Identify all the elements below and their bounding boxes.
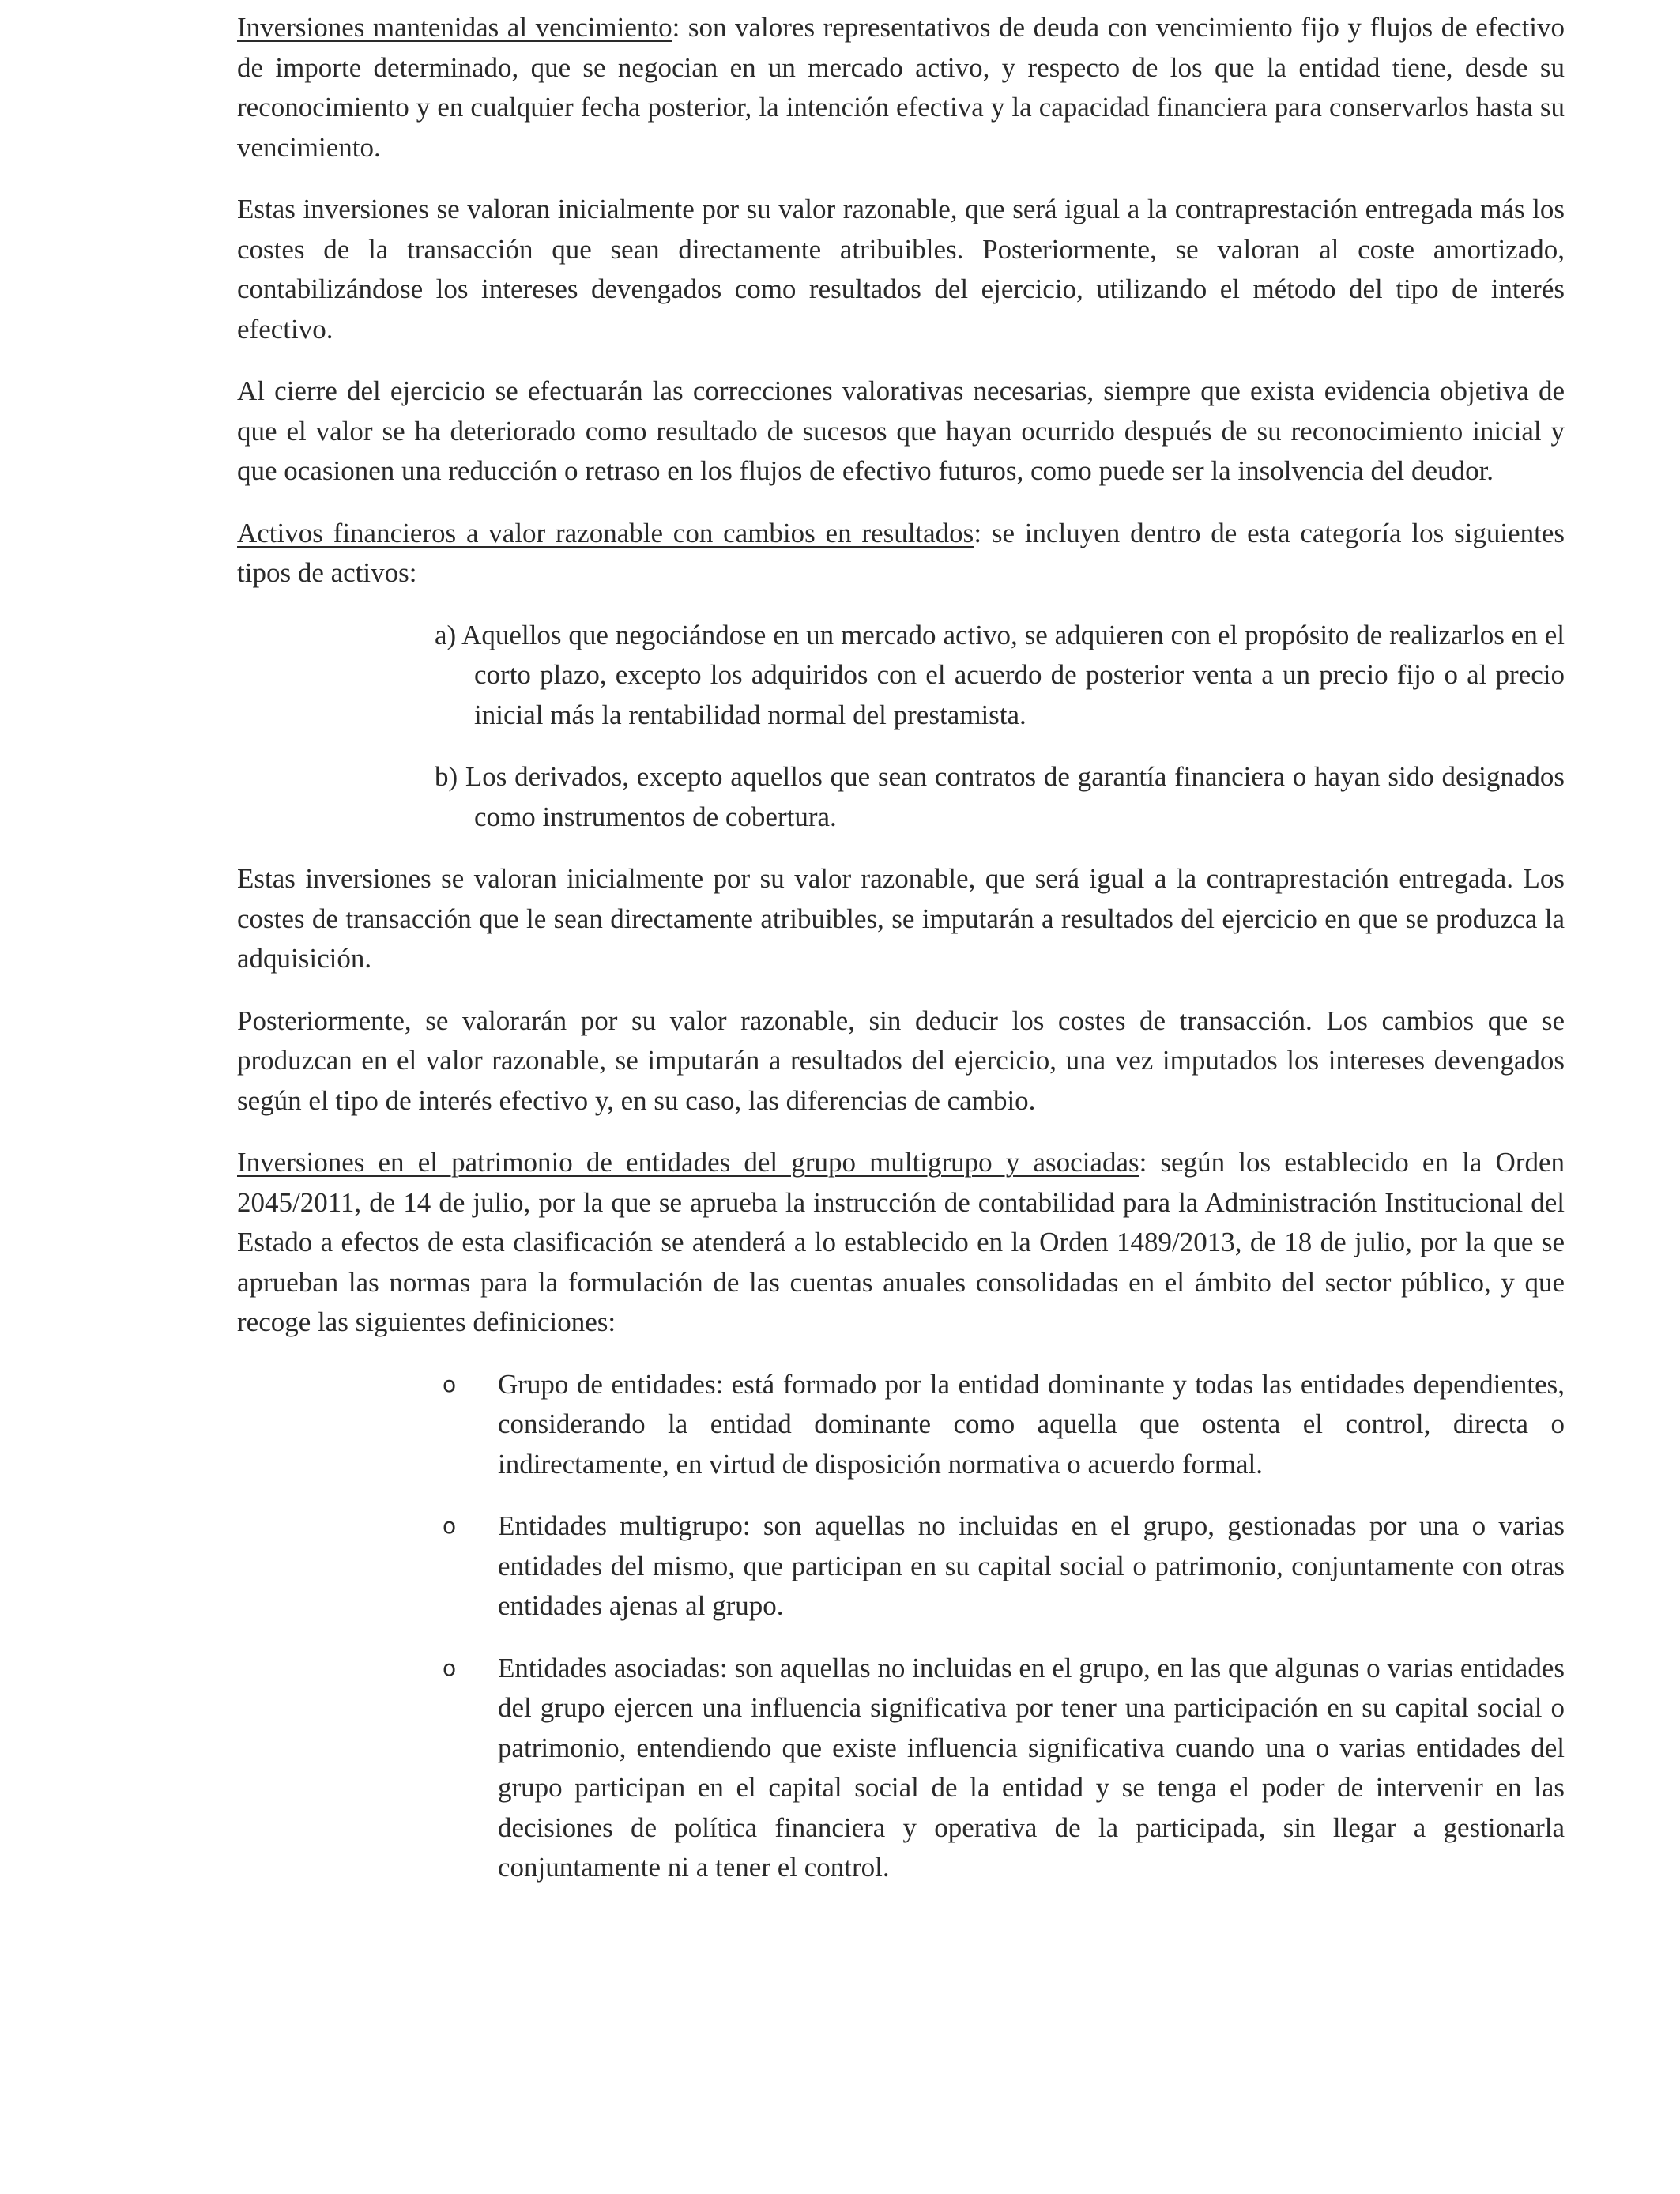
paragraph-fair-value-assets bbox=[237, 514, 1565, 594]
paragraph-group-investments bbox=[237, 1143, 1565, 1343]
paragraph-initial-valuation: Estas inversiones se valoran inicialmente por su valor razonable, que será igual a la contraprestación entregada más los costes de la transacción que sean directamente atribuibles. Posteriormente, se valoran al coste amortizado, contabilizándose los intereses devengados como resultados del ejercicio, utilizando el método del tipo de interés efectivo. bbox=[237, 194, 1565, 345]
list-item-text: Entidades multigrupo: son aquellas no incluidas en el grupo, gestionadas por una o varias entidades del mismo, que participan en su capital social o patrimonio, conjuntamente con otras entidades ajenas al grupo. bbox=[498, 1510, 1565, 1621]
bullet-icon: o bbox=[443, 1370, 457, 1397]
definitions-list bbox=[237, 1365, 1565, 1888]
list-item-text: Grupo de entidades: está formado por la entidad dominante y todas las entidades dependientes, considerando la entidad dominante como aquella que ostenta el control, directa o indirectamente, en virtud de disposición normativa o acuerdo formal. bbox=[498, 1368, 1565, 1480]
paragraph-held-to-maturity bbox=[237, 8, 1565, 168]
term-held-to-maturity: Inversiones mantenidas al vencimiento bbox=[237, 12, 672, 43]
paragraph-text: : según los establecido en la Orden 2045/2011, de 14 de julio, por la que se aprueba la instrucción de contabilidad para la Administración Institucional del Estado a efectos de esta clasificación se atenderá a lo establecido en la Orden 1489/2013, de 18 de julio, por la que se aprueban las normas para la formulación de las cuentas anuales consolidadas en el ámbito del sector público, y que recoge las siguientes definiciones: bbox=[237, 1147, 1565, 1337]
list-item-grupo bbox=[443, 1365, 1565, 1485]
list-item-asociadas bbox=[443, 1649, 1565, 1888]
document-page bbox=[237, 8, 1565, 1910]
list-item-multigrupo bbox=[443, 1506, 1565, 1627]
bullet-icon: o bbox=[443, 1654, 457, 1681]
list-item-a: a) Aquellos que negociándose en un mercado activo, se adquieren con el propósito de realizarlos en el corto plazo, excepto los adquiridos con el acuerdo de posterior venta a un precio fijo o al precio inicial más la rentabilidad normal del prestamista. bbox=[435, 619, 1565, 730]
paragraph-fair-value-initial: Estas inversiones se valoran inicialmente por su valor razonable, que será igual a la contraprestación entregada. Los costes de transacción que le sean directamente atribuibles, se imputarán a resultados del ejercicio en que se produzca la adquisición. bbox=[237, 863, 1565, 974]
list-item-text: Entidades asociadas: son aquellas no incluidas en el grupo, en las que algunas o varias entidades del grupo ejercen una influencia significativa por tener una participación en su capital social o patrimonio, entendiendo que existe influencia significativa cuando una o varias entidades del grupo participan en el capital social de la entidad y se tenga el poder de intervenir en las decisiones de política financiera y operativa de la participada, sin llegar a gestionarla conjuntamente ni a tener el control. bbox=[498, 1652, 1565, 1883]
paragraph-fair-value-subsequent: Posteriormente, se valorarán por su valor razonable, sin deducir los costes de transacción. Los cambios que se produzcan en el valor razonable, se imputarán a resultados del ejercicio, una vez imputados los intereses devengados según el tipo de interés efectivo y, en su caso, las diferencias de cambio. bbox=[237, 1005, 1565, 1116]
term-group-investments: Inversiones en el patrimonio de entidades del grupo multigrupo y asociadas bbox=[237, 1147, 1139, 1178]
paragraph-impairment: Al cierre del ejercicio se efectuarán las correcciones valorativas necesarias, siempre que exista evidencia objetiva de que el valor se ha deteriorado como resultado de sucesos que hayan ocurrido después de su reconocimiento inicial y que ocasionen una reducción o retraso en los flujos de efectivo futuros, como puede ser la insolvencia del deudor. bbox=[237, 375, 1565, 486]
asset-types-list bbox=[237, 616, 1565, 838]
paragraph-text: : se incluyen dentro de esta categoría los siguientes tipos de activos: bbox=[237, 517, 1565, 588]
paragraph-text: : son valores representativos de deuda con vencimiento fijo y flujos de efectivo de importe determinado, que se negocian en un mercado activo, y respecto de los que la entidad tiene, desde su reconocimiento y en cualquier fecha posterior, la intención efectiva y la capacidad financiera para conservarlos hasta su vencimiento. bbox=[237, 12, 1565, 163]
term-fair-value-assets: Activos financieros a valor razonable con cambios en resultados bbox=[237, 517, 974, 548]
list-item-b: b) Los derivados, excepto aquellos que sean contratos de garantía financiera o hayan sido designados como instrumentos de cobertura. bbox=[435, 761, 1565, 832]
bullet-icon: o bbox=[443, 1513, 457, 1539]
